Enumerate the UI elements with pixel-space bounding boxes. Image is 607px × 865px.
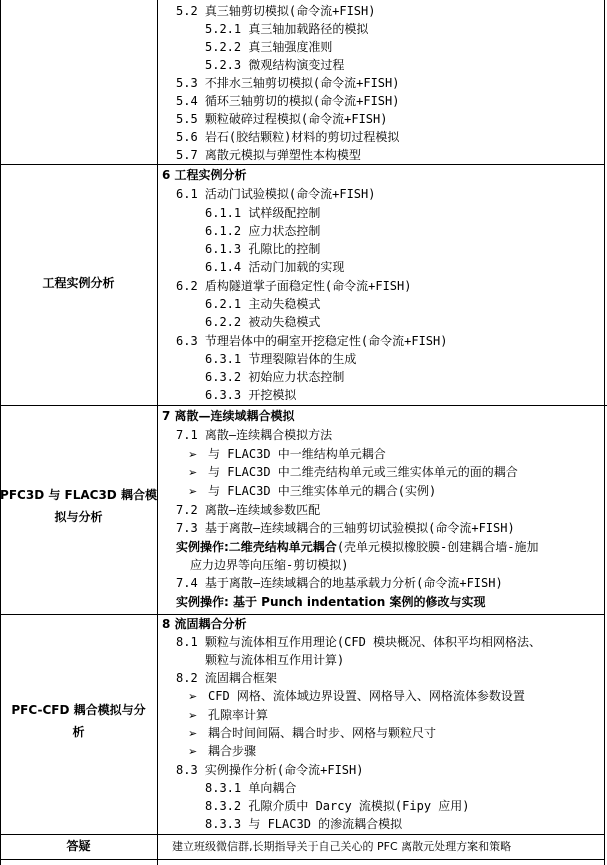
arrow-bullet-icon: ➢ — [188, 709, 198, 722]
bullet-item: ➢ 与 FLAC3D 中二维壳结构单元或三维实体单元的面的耦合 — [188, 465, 518, 479]
outline-subitem: 8.3.2 孔隙介质中 Darcy 流模拟(Fipy 应用) — [205, 799, 470, 813]
outline-item: 5.3 不排水三轴剪切模拟(命令流+FISH) — [176, 76, 400, 90]
outline-item: 7.1 离散—连续耦合模拟方法 — [176, 428, 333, 442]
outline-item: 7.4 基于离散—连续域耦合的地基承载力分析(命令流+FISH) — [176, 576, 503, 590]
arrow-bullet-icon: ➢ — [188, 466, 198, 479]
example-operation-cont: 应力边界等向压缩-剪切模拟) — [190, 558, 349, 572]
outline-item: 5.5 颗粒破碎过程模拟(命令流+FISH) — [176, 112, 388, 126]
outline-item-cont: 颗粒与流体相互作用计算) — [205, 653, 345, 667]
row-label-pfc-cfd-coupling: PFC-CFD 耦合模拟与分 — [11, 703, 146, 717]
outline-subitem: 8.3.3 与 FLAC3D 的渗流耦合模拟 — [205, 817, 403, 831]
row-divider — [0, 614, 605, 615]
table-border-right — [604, 0, 605, 865]
outline-item: 6.1 活动门试验模拟(命令流+FISH) — [176, 187, 376, 201]
outline-item: 8.2 流固耦合框架 — [176, 671, 277, 685]
outline-subitem: 6.1.4 活动门加载的实现 — [205, 260, 345, 274]
arrow-bullet-icon: ➢ — [188, 690, 198, 703]
example-operation: 实例操作: 基于 Punch indentation 案例的修改与实现 — [176, 595, 486, 609]
bullet-item: ➢ 与 FLAC3D 中三维实体单元的耦合(实例) — [188, 484, 437, 498]
arrow-bullet-icon: ➢ — [188, 448, 198, 461]
outline-subitem: 6.1.2 应力状态控制 — [205, 224, 321, 238]
section-heading: 7 离散—连续域耦合模拟 — [162, 409, 295, 423]
outline-subitem: 6.3.3 开挖模拟 — [205, 388, 297, 402]
outline-subitem: 8.3.1 单向耦合 — [205, 781, 297, 795]
qa-description: 建立班级微信群,长期指导关于自己关心的 PFC 离散元处理方案和策略 — [172, 840, 512, 853]
outline-item: 6.3 节理岩体中的硐室开挖稳定性(命令流+FISH) — [176, 334, 448, 348]
outline-item: 8.3 实例操作分析(命令流+FISH) — [176, 763, 364, 777]
arrow-bullet-icon: ➢ — [188, 485, 198, 498]
outline-item: 5.6 岩石(胶结颗粒)材料的剪切过程模拟 — [176, 130, 400, 144]
arrow-bullet-icon: ➢ — [188, 745, 198, 758]
outline-subitem: 6.2.1 主动失稳模式 — [205, 297, 321, 311]
table-border-bottom — [0, 859, 605, 860]
outline-subitem: 5.2.1 真三轴加载路径的模拟 — [205, 22, 369, 36]
section-heading: 8 流固耦合分析 — [162, 617, 247, 631]
row-divider — [0, 405, 607, 406]
outline-subitem: 6.1.1 试样级配控制 — [205, 206, 321, 220]
row-divider — [0, 834, 605, 835]
bullet-item: ➢ 孔隙率计算 — [188, 708, 269, 722]
outline-subitem: 5.2.3 微观结构演变过程 — [205, 58, 345, 72]
outline-subitem: 6.2.2 被动失稳模式 — [205, 315, 321, 329]
row-label-pfc-cfd-coupling-cont: 析 — [72, 725, 85, 739]
example-operation: 实例操作:二维壳结构单元耦合(壳单元模拟橡胶膜-创建耦合墙-施加 — [176, 540, 539, 554]
bullet-item: ➢ 耦合步骤 — [188, 744, 257, 758]
arrow-bullet-icon: ➢ — [188, 727, 198, 740]
row-label-pfc-flac-coupling: PFC3D 与 FLAC3D 耦合模 — [0, 488, 157, 502]
column-divider — [157, 0, 158, 865]
outline-item: 7.2 离散—连续域参数匹配 — [176, 503, 321, 517]
outline-subitem: 6.3.1 节理裂隙岩体的生成 — [205, 352, 357, 366]
outline-item: 7.3 基于离散—连续域耦合的三轴剪切试验模拟(命令流+FISH) — [176, 521, 515, 535]
outline-subitem: 5.2.2 真三轴强度准则 — [205, 40, 333, 54]
bullet-item: ➢ CFD 网格、流体域边界设置、网格导入、网格流体参数设置 — [188, 689, 525, 703]
outline-item: 5.2 真三轴剪切模拟(命令流+FISH) — [176, 4, 376, 18]
row-divider — [0, 164, 605, 165]
bullet-item: ➢ 与 FLAC3D 中一维结构单元耦合 — [188, 447, 386, 461]
row-label-engineering-cases: 工程实例分析 — [42, 276, 115, 290]
outline-item: 8.1 颗粒与流体相互作用理论(CFD 模块概况、体积平均相网格法、 — [176, 635, 542, 649]
outline-item: 5.7 离散元模拟与弹塑性本构模型 — [176, 148, 361, 162]
row-label-qa: 答疑 — [66, 839, 91, 853]
outline-item: 5.4 循环三轴剪切的模拟(命令流+FISH) — [176, 94, 400, 108]
outline-item: 6.2 盾构隧道掌子面稳定性(命令流+FISH) — [176, 279, 412, 293]
row-label-pfc-flac-coupling-cont: 拟与分析 — [54, 510, 103, 524]
outline-subitem: 6.3.2 初始应力状态控制 — [205, 370, 345, 384]
bullet-item: ➢ 耦合时间间隔、耦合时步、网格与颗粒尺寸 — [188, 726, 437, 740]
section-heading: 6 工程实例分析 — [162, 168, 247, 182]
outline-subitem: 6.1.3 孔隙比的控制 — [205, 242, 321, 256]
